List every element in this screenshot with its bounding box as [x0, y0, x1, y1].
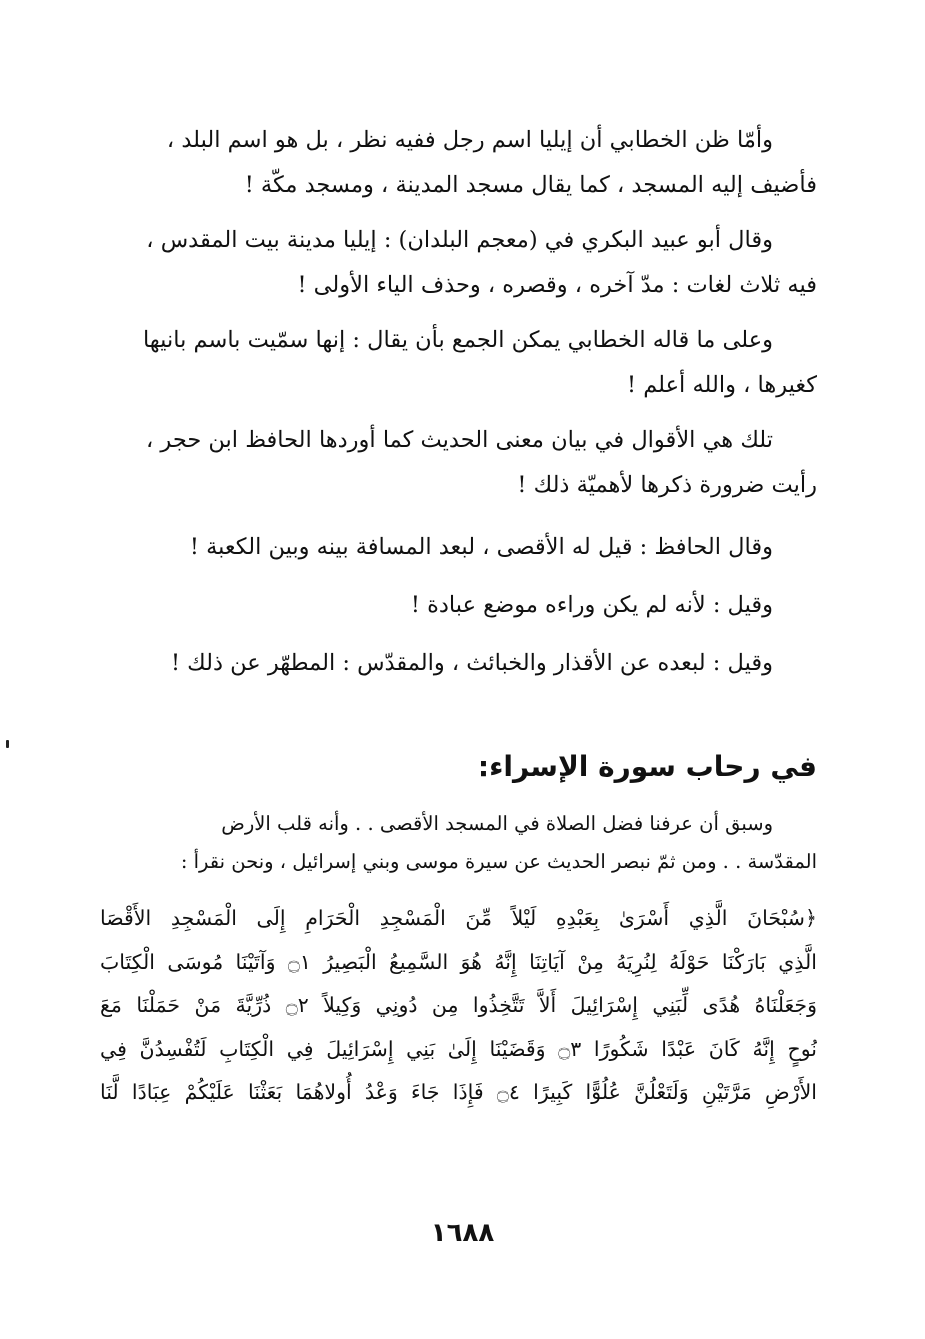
- quran-verses: [100, 897, 817, 1115]
- quran-line-5: الأَرْضِ مَرَّتَيْنِ وَلَتَعْلُنَّ عُلُوًّا كَبِيرًا ۝٤ فَإِذَا جَاءَ وَعْدُ أُولاهُمَا بَعَثْنَا عَلَيْكُمْ عِبَادًا لَّنَا: [100, 1080, 817, 1104]
- paragraph-2-line-1: وقال أبو عبيد البكري في (معجم البلدان) : إيليا مدينة بيت المقدس ،: [146, 227, 773, 253]
- page-number: ١٦٨٨: [430, 1218, 495, 1248]
- paragraph-2-line-2: فيه ثلاث لغات : مدّ آخره ، وقصره ، وحذف الياء الأولى !: [297, 272, 817, 298]
- paragraph-4-line-1: تلك هي الأقوال في بيان معنى الحديث كما أوردها الحافظ ابن حجر ،: [145, 427, 773, 453]
- paragraph-2: [100, 218, 817, 308]
- paragraph-1-line-1: وأمّا ظن الخطابي أن إيليا اسم رجل ففيه نظر ، بل هو اسم البلد ،: [166, 127, 773, 153]
- margin-dot: [6, 740, 9, 748]
- quran-line-4: نُوحٍ إِنَّهُ كَانَ عَبْدًا شَكُورًا ۝٣ وَقَضَيْنَا إِلَىٰ بَنِي إِسْرَائِيلَ فِي الْكِتَابِ لَتُفْسِدُنَّ فِي: [100, 1036, 817, 1061]
- paragraph-1: [100, 118, 817, 208]
- quran-line-2: الَّذِي بَارَكْنَا حَوْلَهُ لِنُرِيَهُ مِنْ آيَاتِنَا إِنَّهُ هُوَ السَّمِيعُ الْبَصِيرُ ۝١ وَآتَيْنَا مُوسَى الْكِتَابَ: [100, 949, 817, 974]
- intro-paragraph: [100, 805, 817, 881]
- quote-line-2: وقيل : لأنه لم يكن وراءه موضع عبادة !: [410, 592, 773, 618]
- quran-line-3: وَجَعَلْنَاهُ هُدًى لِّبَنِي إِسْرَائِيلَ أَلاَّ تَتَّخِذُوا مِن دُونِي وَكِيلاً ۝٢ ذُرِّيَّةَ مَنْ حَمَلْنَا مَعَ: [100, 993, 817, 1017]
- paragraph-3-line-1: وعلى ما قاله الخطابي يمكن الجمع بأن يقال : إنها سمّيت باسم بانيها: [142, 327, 773, 353]
- paragraph-3: [100, 318, 817, 408]
- section-heading: في رحاب سورة الإسراء:: [477, 750, 817, 783]
- paragraph-4-line-2: رأيت ضرورة ذكرها لأهميّة ذلك !: [517, 472, 817, 498]
- quote-line-1: وقال الحافظ : قيل له الأقصى ، لبعد المسافة بينه وبين الكعبة !: [189, 534, 773, 560]
- intro-line-2: المقدّسة . . ومن ثمّ نبصر الحديث عن سيرة موسى وبني إسرائيل ، ونحن نقرأ :: [180, 850, 817, 873]
- paragraph-1-line-2: فأضيف إليه المسجد ، كما يقال مسجد المدينة ، ومسجد مكّة !: [244, 172, 817, 198]
- quote-line-3: وقيل : لبعده عن الأقذار والخبائث ، والمقدّس : المطهّر عن ذلك !: [170, 650, 773, 676]
- paragraph-3-line-2: كغيرها ، والله أعلم !: [627, 372, 817, 398]
- quran-line-1: ﴿سُبْحَانَ الَّذِي أَسْرَىٰ بِعَبْدِهِ لَيْلاً مِّنَ الْمَسْجِدِ الْحَرَامِ إِلَى الْمَسْجِدِ الأَقْصَا: [100, 906, 817, 930]
- page-body: [100, 118, 817, 1115]
- intro-line-1: وسبق أن عرفنا فضل الصلاة في المسجد الأقصى . . وأنه قلب الأرض: [221, 812, 773, 835]
- paragraph-4: [100, 418, 817, 508]
